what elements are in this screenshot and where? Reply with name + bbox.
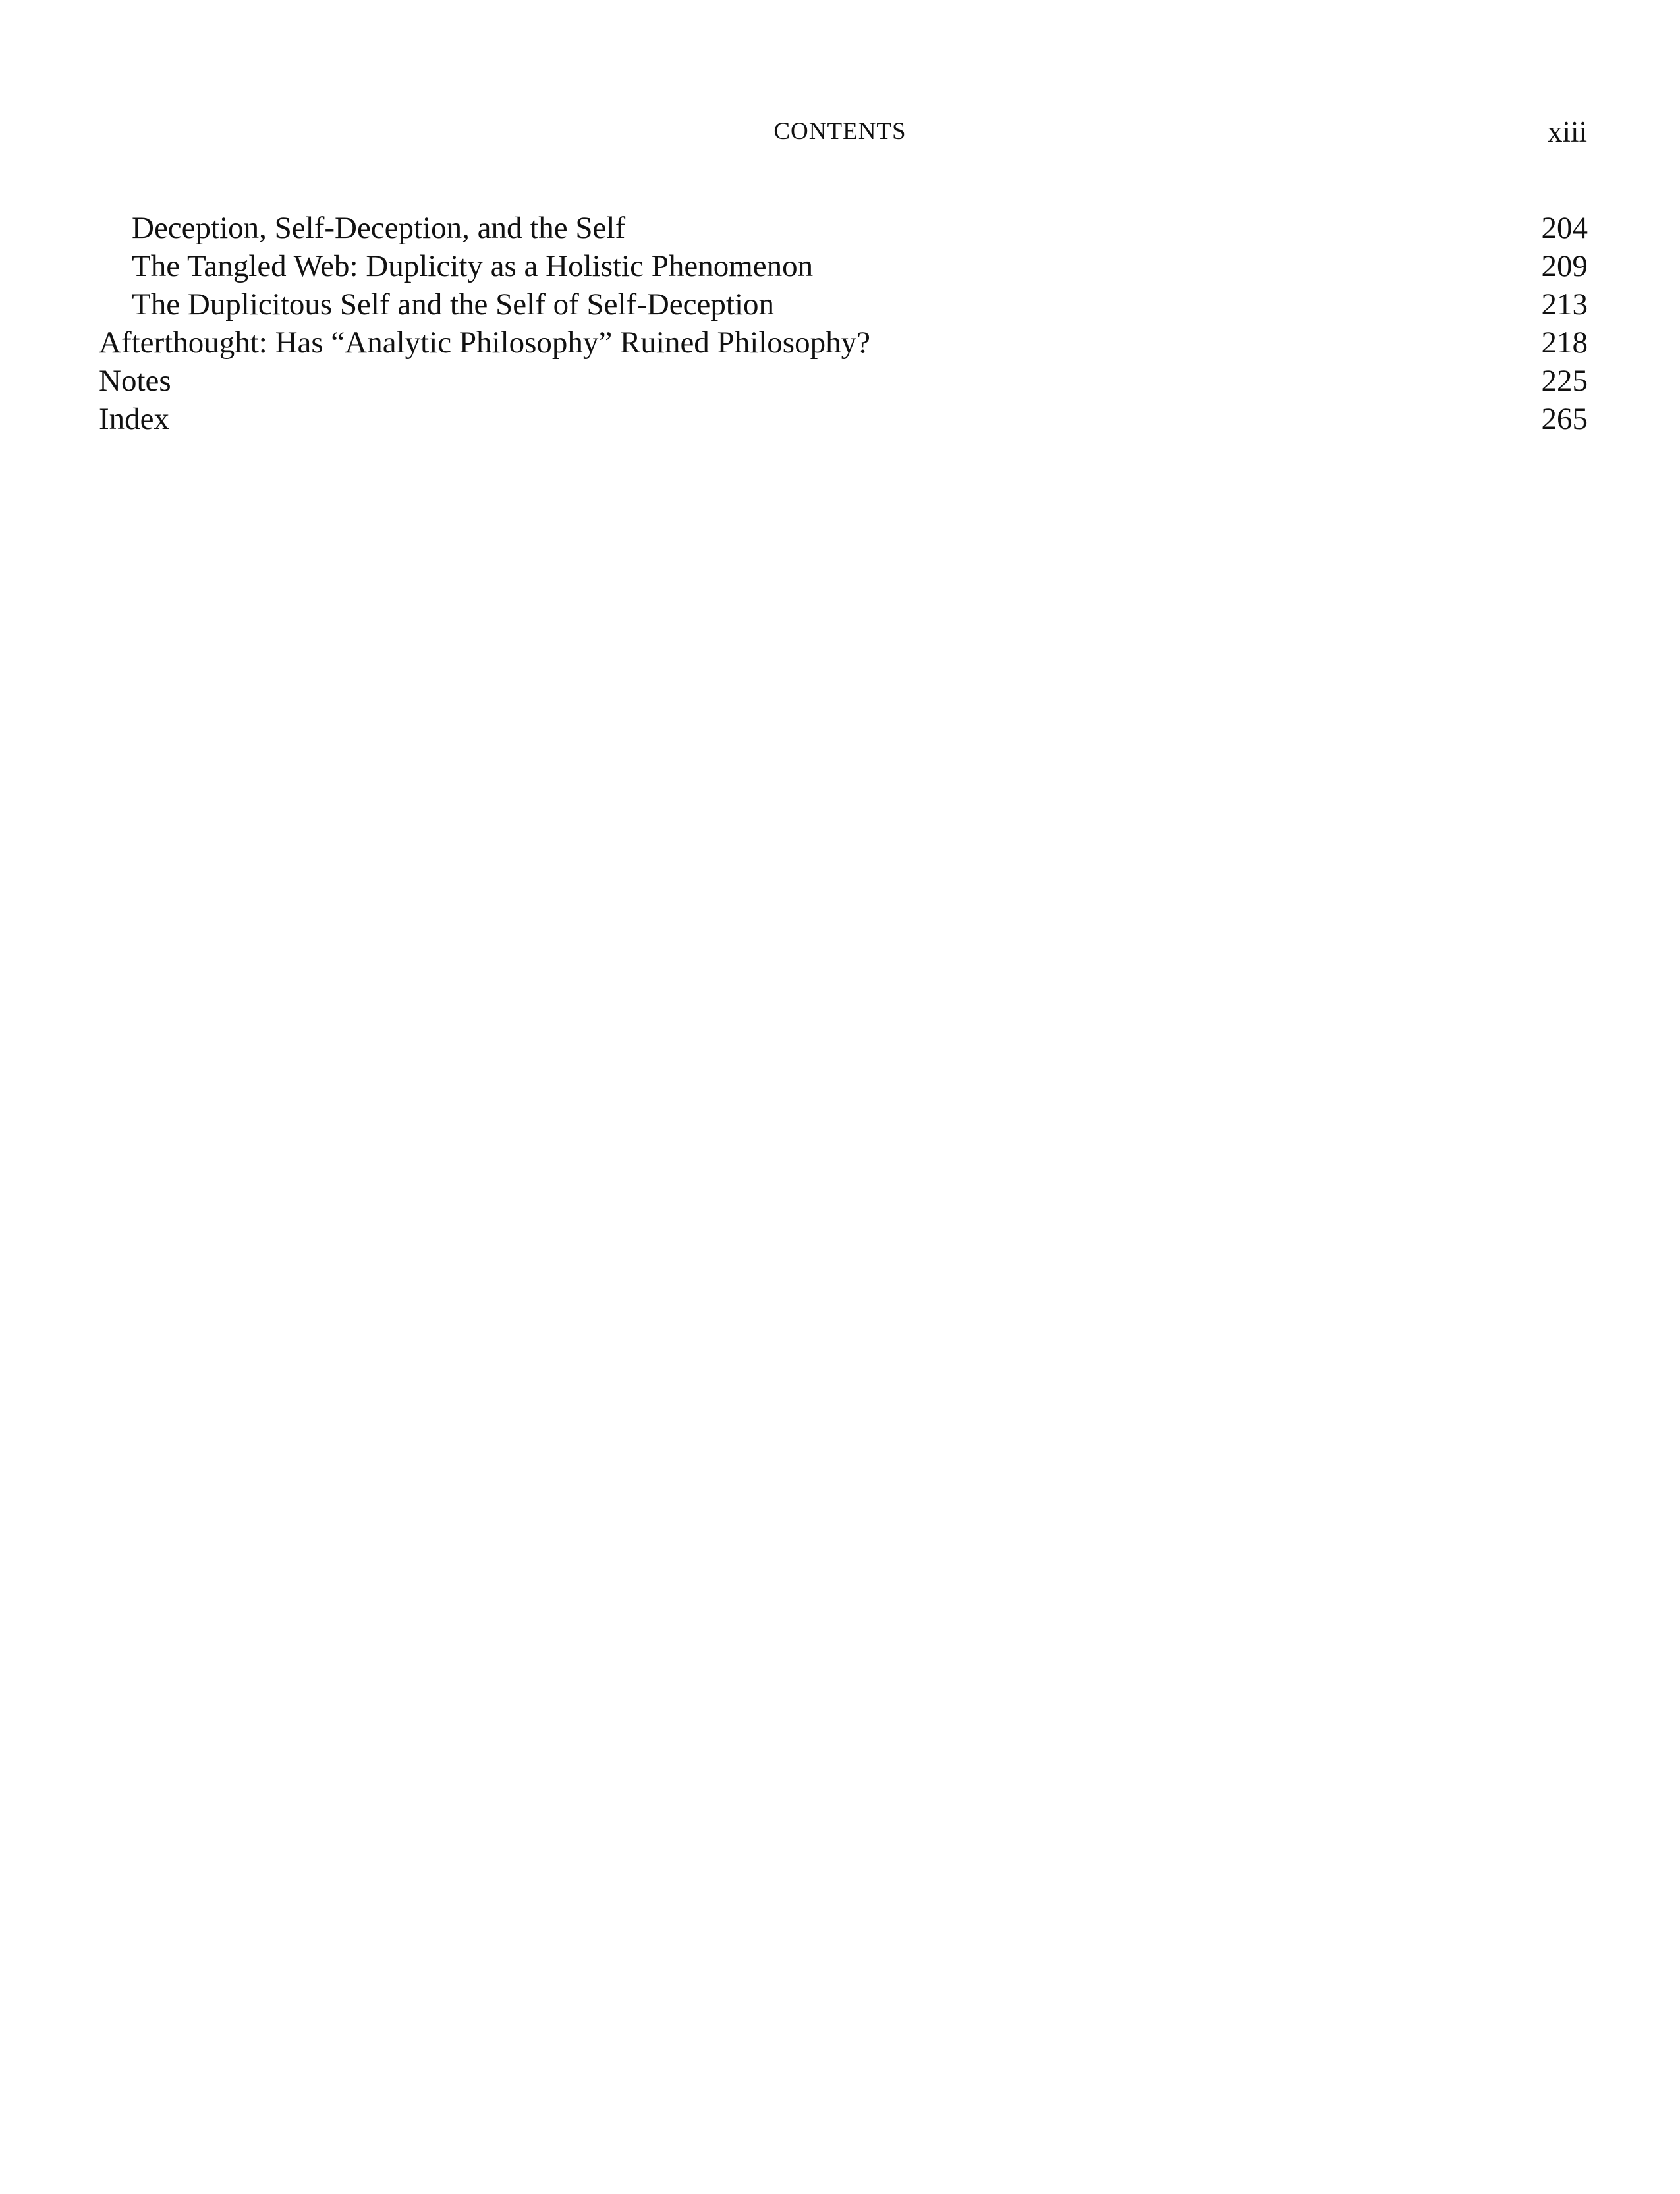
toc-entry-title: Notes — [99, 364, 171, 398]
toc-entry — [99, 323, 1588, 362]
toc-entry — [99, 247, 1588, 285]
toc-entry-page: 265 — [1541, 402, 1588, 436]
page-number: xiii — [1547, 115, 1587, 148]
toc-entry-page: 213 — [1541, 287, 1588, 322]
toc-entry-title: Deception, Self-Deception, and the Self — [132, 211, 626, 245]
table-of-contents — [99, 209, 1588, 438]
toc-entry — [99, 209, 1588, 247]
running-header — [0, 112, 1680, 152]
toc-entry-title: Index — [99, 402, 170, 436]
toc-entry — [99, 400, 1588, 438]
running-title: CONTENTS — [773, 118, 907, 145]
toc-entry-title: The Tangled Web: Duplicity as a Holistic Phenomenon — [132, 249, 814, 283]
toc-entry-page: 218 — [1541, 325, 1588, 360]
toc-entry-page: 209 — [1541, 249, 1588, 283]
toc-entry-page: 225 — [1541, 364, 1588, 398]
toc-entry-title: Afterthought: Has “Analytic Philosophy” Ruined Philosophy? — [99, 325, 870, 360]
toc-entry-page: 204 — [1541, 211, 1588, 245]
toc-entry-title: The Duplicitous Self and the Self of Self-Deception — [132, 287, 774, 322]
toc-entry — [99, 362, 1588, 400]
toc-entry — [99, 285, 1588, 323]
